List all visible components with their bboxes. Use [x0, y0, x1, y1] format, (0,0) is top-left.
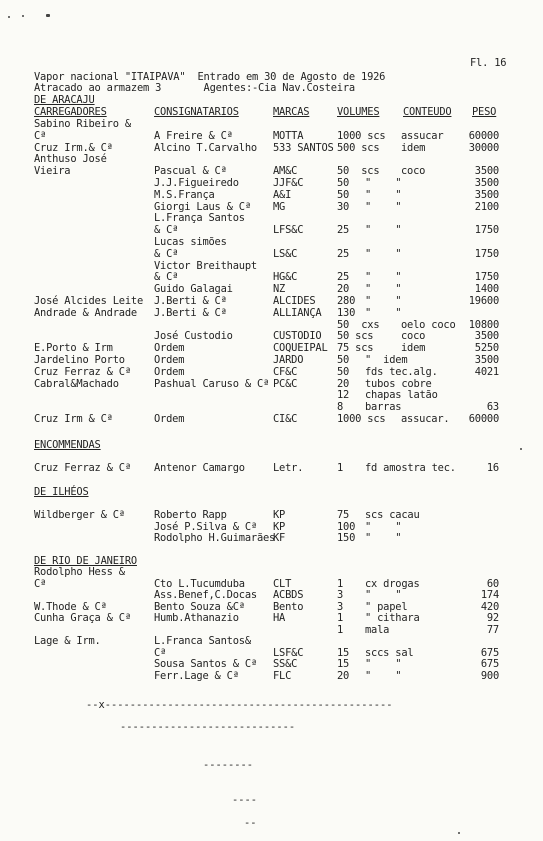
- mark-cell: CUSTODIO: [273, 330, 322, 343]
- shipper-cell: Cabral&Machado: [34, 377, 119, 390]
- mark-cell: CI&C: [273, 413, 298, 425]
- content-cell: fds tec.alg.: [365, 365, 438, 378]
- consignee-cell: L.França Santos: [154, 212, 245, 225]
- content-cell: sccs sal: [365, 646, 414, 659]
- mark-cell: COQUEIPAL: [273, 342, 328, 355]
- consignee-cell: Ass.Benef,C.Docas: [154, 589, 257, 601]
- content-cell: " ": [365, 224, 402, 237]
- content-cell: " ": [365, 271, 402, 284]
- consignee-cell: M.S.França: [154, 188, 215, 201]
- closing-rule-4: ----: [232, 794, 258, 806]
- consignee-cell: Ferr.Lage & Cª: [154, 669, 239, 682]
- shipper-cell: Cª: [34, 577, 47, 590]
- volume-cell: 8: [337, 401, 344, 414]
- content-cell: " ": [365, 200, 402, 213]
- volume-cell: 1: [337, 462, 344, 474]
- content-cell: barras: [365, 401, 402, 414]
- volume-cell: 20: [337, 377, 350, 390]
- consignee-cell: Lucas simões: [154, 236, 227, 248]
- content-cell: " ": [365, 177, 402, 189]
- weight-cell: 63: [486, 401, 499, 414]
- shipper-cell: Cruz Irm.& Cª: [34, 141, 113, 154]
- content-cell: mala: [365, 623, 390, 636]
- weight-cell: 16: [486, 462, 499, 474]
- volume-cell: 50: [337, 354, 350, 366]
- consignee-cell: Humb.Athanazio: [154, 612, 239, 624]
- closing-rule-3: --------: [203, 759, 254, 771]
- vessel-line: Vapor nacional "ITAIPAVA" Entrado em 30 de Agosto de 1926: [34, 71, 386, 83]
- mark-cell: JJF&C: [273, 177, 304, 189]
- consignee-cell: Alcino T.Carvalho: [154, 141, 257, 154]
- mark-cell: HA: [273, 612, 286, 624]
- consignee-cell: J.J.Figueiredo: [154, 177, 239, 189]
- content-cell: " ": [365, 188, 402, 201]
- weight-cell: 1750: [474, 224, 499, 237]
- volume-cell: 25: [337, 271, 350, 284]
- content-cell: " ": [365, 658, 402, 670]
- shipper-cell: Cruz Ferraz & Cª: [34, 365, 131, 378]
- mark-cell: A&I: [273, 188, 292, 201]
- weight-cell: 4021: [474, 365, 499, 378]
- content-cell: " cithara: [365, 612, 420, 624]
- content-cell: " idem: [365, 354, 408, 366]
- volume-cell: 500 scs: [337, 141, 380, 154]
- shipper-cell: Rodolpho Hess &: [34, 566, 125, 578]
- consignee-cell: Sousa Santos & Cª: [154, 658, 257, 670]
- scan-speck: [46, 14, 50, 17]
- consignee-cell: Guido Galagai: [154, 283, 233, 296]
- consignee-cell: Giorgi Laus & Cª: [154, 200, 251, 213]
- shipper-cell: Wildberger & Cª: [34, 509, 125, 521]
- mark-cell: KP: [273, 520, 286, 533]
- volume-cell: 50 cxs: [337, 318, 380, 331]
- shipper-cell: Cruz Irm & Cª: [34, 413, 113, 425]
- weight-cell: 30000: [468, 141, 499, 154]
- weight-cell: 3500: [474, 188, 499, 201]
- closing-rule-5: --: [244, 817, 257, 829]
- mark-cell: PC&C: [273, 377, 298, 390]
- weight-cell: 3500: [474, 177, 499, 189]
- shipper-cell: Vieira: [34, 165, 71, 178]
- weight-cell: 60000: [468, 413, 499, 425]
- content-cell: " ": [365, 306, 402, 319]
- content-cell: assucar.: [401, 413, 450, 425]
- rio-heading: DE RIO DE JANEIRO: [34, 555, 137, 567]
- volume-cell: 50: [337, 188, 350, 201]
- content-cell: " ": [365, 283, 402, 296]
- weight-cell: 174: [480, 589, 499, 601]
- shipper-cell: Cunha Graça & Cª: [34, 612, 131, 624]
- volume-cell: 20: [337, 669, 350, 682]
- content-cell: idem: [401, 342, 426, 355]
- consignee-cell: Cto L.Tucumduba: [154, 577, 245, 590]
- consignee-cell: Ordem: [154, 413, 185, 425]
- volume-cell: 130: [337, 306, 356, 319]
- volume-cell: 75: [337, 509, 350, 521]
- weight-cell: 1750: [474, 247, 499, 260]
- mark-cell: Letr.: [273, 462, 304, 474]
- shipper-cell: Cruz Ferraz & Cª: [34, 462, 131, 474]
- mark-cell: ALCIDES: [273, 295, 316, 307]
- content-cell: " ": [365, 532, 402, 544]
- mark-cell: LS&C: [273, 247, 298, 260]
- weight-cell: 1400: [474, 283, 499, 296]
- content-cell: scs cacau: [365, 509, 420, 521]
- weight-cell: 10800: [468, 318, 499, 331]
- volume-cell: 30: [337, 200, 350, 213]
- volume-cell: 1000 scs: [337, 129, 386, 142]
- weight-cell: 3500: [474, 354, 499, 366]
- weight-cell: 77: [486, 623, 499, 636]
- consignee-cell: Pashual Caruso & Cª: [154, 377, 270, 390]
- shipper-cell: Lage & Irm.: [34, 635, 101, 647]
- content-cell: " papel: [365, 600, 408, 613]
- volume-cell: 20: [337, 283, 350, 296]
- mark-cell: ALLIANÇA: [273, 306, 322, 319]
- content-cell: assucar: [401, 129, 444, 142]
- consignee-cell: Ordem: [154, 365, 185, 378]
- encomendas-heading: ENCOMMENDAS: [34, 439, 101, 451]
- mark-cell: CLT: [273, 577, 292, 590]
- weight-cell: 675: [480, 658, 499, 670]
- shipper-cell: E.Porto & Irm: [34, 342, 113, 355]
- volume-cell: 3: [337, 589, 344, 601]
- volume-cell: 50: [337, 177, 350, 189]
- mark-cell: ACBDS: [273, 589, 304, 601]
- content-cell: fd amostra tec.: [365, 462, 456, 474]
- ilheos-heading: DE ILHÉOS: [34, 486, 89, 498]
- weight-cell: 1750: [474, 271, 499, 284]
- content-cell: chapas latão: [365, 389, 438, 402]
- volume-cell: 1: [337, 577, 344, 590]
- content-cell: oelo coco: [401, 318, 456, 331]
- content-cell: " ": [365, 520, 402, 533]
- shipper-cell: Jardelino Porto: [34, 354, 125, 366]
- consignee-cell: Antenor Camargo: [154, 462, 245, 474]
- weight-cell: 2100: [474, 200, 499, 213]
- consignee-cell: Victor Breithaupt: [154, 259, 257, 272]
- volume-cell: 3: [337, 600, 344, 613]
- shipper-cell: Cª: [34, 129, 47, 142]
- weight-cell: 19600: [468, 295, 499, 307]
- volume-cell: 50 scs: [337, 330, 374, 343]
- col-header-content: CONTEUDO: [403, 106, 452, 118]
- weight-cell: 60000: [468, 129, 499, 142]
- mark-cell: LSF&C: [273, 646, 304, 659]
- consignee-cell: & Cª: [154, 247, 179, 260]
- col-header-mark: MARCAS: [273, 106, 310, 118]
- scan-speck: [520, 448, 522, 450]
- volume-cell: 150: [337, 532, 356, 544]
- mark-cell: FLC: [273, 669, 292, 682]
- mark-cell: JARDO: [273, 354, 304, 366]
- mark-cell: MG: [273, 200, 286, 213]
- shipper-cell: José Alcides Leite: [34, 295, 144, 307]
- volume-cell: 75 scs: [337, 342, 374, 355]
- col-header-volume: VOLUMES: [337, 106, 380, 118]
- consignee-cell: Ordem: [154, 354, 185, 366]
- mark-cell: SS&C: [273, 658, 298, 670]
- mark-cell: LFS&C: [273, 224, 304, 237]
- consignee-cell: A Freire & Cª: [154, 129, 233, 142]
- mark-cell: 533 SANTOS: [273, 141, 334, 154]
- scan-speck: [458, 832, 460, 834]
- closing-rule-2: ----------------------------: [120, 721, 296, 733]
- volume-cell: 25: [337, 224, 350, 237]
- col-header-shipper: CARREGADORES: [34, 106, 107, 118]
- weight-cell: 3500: [474, 165, 499, 178]
- content-cell: " ": [365, 589, 402, 601]
- consignee-cell: José Custodio: [154, 330, 233, 343]
- mark-cell: NZ: [273, 283, 286, 296]
- content-cell: idem: [401, 141, 426, 154]
- volume-cell: 280: [337, 295, 356, 307]
- page-number: Fl. 16: [470, 57, 507, 69]
- volume-cell: 1000 scs: [337, 413, 386, 425]
- weight-cell: 3500: [474, 330, 499, 343]
- berth-agent-line: Atracado ao armazem 3 Agentes:-Cia Nav.Costeira: [34, 82, 355, 94]
- volume-cell: 15: [337, 646, 350, 659]
- content-cell: coco: [401, 165, 426, 178]
- volume-cell: 1: [337, 623, 344, 636]
- consignee-cell: & Cª: [154, 224, 179, 237]
- consignee-cell: Cª: [154, 646, 167, 659]
- consignee-cell: Pascual & Cª: [154, 165, 227, 178]
- consignee-cell: Ordem: [154, 342, 185, 355]
- volume-cell: 50 scs: [337, 165, 380, 178]
- closing-rule-1: --x----------------------------------------------: [86, 699, 393, 711]
- volume-cell: 12: [337, 389, 350, 402]
- mark-cell: CF&C: [273, 365, 298, 378]
- origin-heading-aracaju: DE ARACAJU: [34, 94, 95, 106]
- consignee-cell: Bento Souza &Cª: [154, 600, 245, 613]
- scan-speck: [22, 15, 24, 17]
- consignee-cell: J.Berti & Cª: [154, 295, 227, 307]
- mark-cell: HG&C: [273, 271, 298, 284]
- shipper-cell: Anthuso José: [34, 153, 107, 166]
- volume-cell: 100: [337, 520, 356, 533]
- scan-speck: [8, 16, 10, 18]
- volume-cell: 25: [337, 247, 350, 260]
- consignee-cell: J.Berti & Cª: [154, 306, 227, 319]
- weight-cell: 5250: [474, 342, 499, 355]
- mark-cell: MOTTA: [273, 129, 304, 142]
- consignee-cell: Roberto Rapp: [154, 509, 227, 521]
- mark-cell: KP: [273, 509, 286, 521]
- mark-cell: Bento: [273, 600, 304, 613]
- consignee-cell: & Cª: [154, 271, 179, 284]
- weight-cell: 900: [480, 669, 499, 682]
- content-cell: " ": [365, 247, 402, 260]
- shipper-cell: Andrade & Andrade: [34, 306, 137, 319]
- weight-cell: 60: [486, 577, 499, 590]
- weight-cell: 420: [480, 600, 499, 613]
- consignee-cell: L.Franca Santos&: [154, 635, 251, 647]
- content-cell: coco: [401, 330, 426, 343]
- volume-cell: 15: [337, 658, 350, 670]
- content-cell: cx drogas: [365, 577, 420, 590]
- consignee-cell: Rodolpho H.Guimarães: [154, 532, 276, 544]
- content-cell: " ": [365, 669, 402, 682]
- consignee-cell: José P.Silva & Cª: [154, 520, 257, 533]
- mark-cell: AM&C: [273, 165, 298, 178]
- col-header-weight: PESO: [472, 106, 497, 118]
- shipper-cell: W.Thode & Cª: [34, 600, 107, 613]
- content-cell: tubos cobre: [365, 377, 432, 390]
- mark-cell: KF: [273, 532, 286, 544]
- volume-cell: 50: [337, 365, 350, 378]
- content-cell: " ": [365, 295, 402, 307]
- volume-cell: 1: [337, 612, 344, 624]
- shipper-cell: Sabino Ribeiro &: [34, 118, 131, 130]
- col-header-consignee: CONSIGNATARIOS: [154, 106, 239, 118]
- weight-cell: 92: [486, 612, 499, 624]
- weight-cell: 675: [480, 646, 499, 659]
